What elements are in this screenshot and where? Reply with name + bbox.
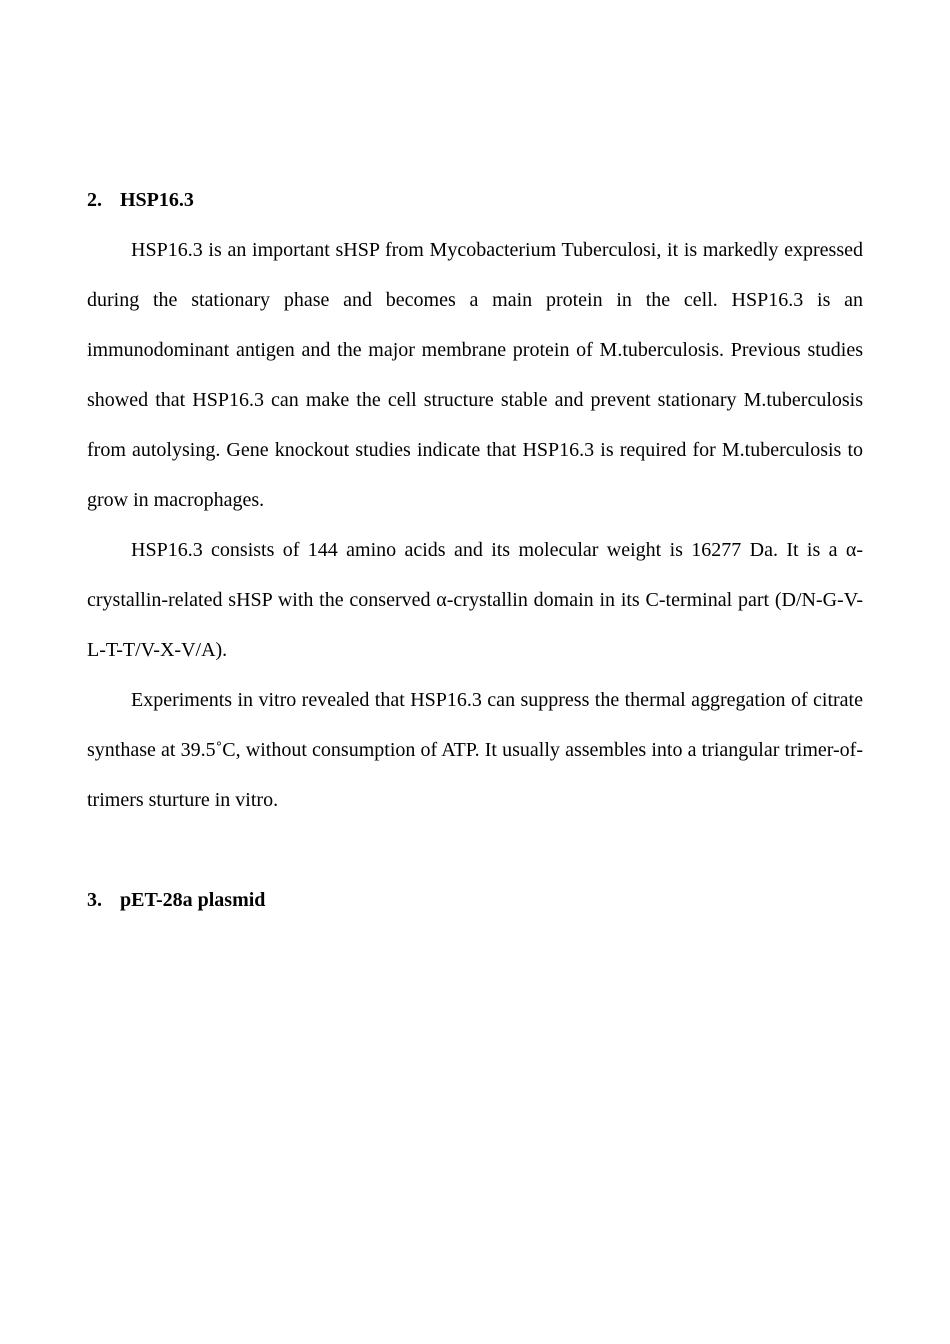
document-page [87, 175, 863, 925]
section-title: pET-28a plasmid [120, 889, 266, 911]
section-number: 2. [87, 189, 102, 211]
section-spacer [87, 825, 863, 875]
paragraph-hsp-experiments: Experiments in vitro revealed that HSP16.3 can suppress the thermal aggregation of citrate synthase at 39.5˚C, without consumption of ATP. It usually assembles into a triangular trimer-of-trimers sturture in vitro. [87, 689, 863, 811]
section-title: HSP16.3 [120, 189, 194, 211]
paragraph-hsp-overview: HSP16.3 is an important sHSP from Mycobacterium Tuberculosi, it is markedly expressed during the stationary phase and becomes a main protein in the cell. HSP16.3 is an immunodominant antigen and the major membrane protein of M.tuberculosis. Previous studies showed that HSP16.3 can make the cell structure stable and prevent stationary M.tuberculosis from autolysing. Gene knockout studies indicate that HSP16.3 is required for M.tuberculosis to grow in macrophages. [87, 239, 863, 511]
section-heading-pet28a [87, 875, 863, 925]
section-heading-hsp16-3 [87, 175, 863, 225]
paragraph-hsp-composition: HSP16.3 consists of 144 amino acids and its molecular weight is 16277 Da. It is a α-crystallin-related sHSP with the conserved α-crystallin domain in its C-terminal part (D/N-G-V-L-T-T/V-X-V/A). [87, 539, 863, 661]
section-number: 3. [87, 889, 102, 911]
